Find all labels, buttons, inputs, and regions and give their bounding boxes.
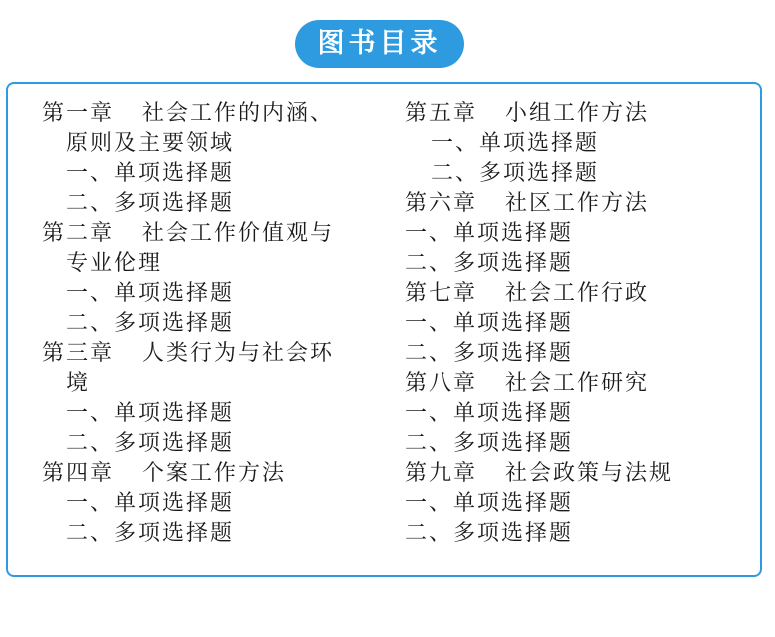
- page-title: 图书目录: [295, 20, 464, 68]
- chapter-title: 人类行为与社会环: [142, 341, 335, 366]
- chapter-number: 第一章: [42, 101, 115, 126]
- toc-chapter: [405, 99, 745, 129]
- toc-section-item: 一、单项选择题: [405, 401, 574, 426]
- toc-chapter: [405, 189, 745, 219]
- chapter-number: 第二章: [42, 221, 115, 246]
- chapter-title: 社会工作价值观与: [142, 221, 335, 246]
- chapter-number: 第七章: [405, 281, 478, 306]
- toc-section-item: 一、单项选择题: [66, 281, 235, 306]
- toc-section-item: 二、多项选择题: [431, 161, 600, 186]
- chapter-title-continued: 境: [66, 371, 91, 396]
- chapter-title: 个案工作方法: [142, 461, 287, 486]
- chapter-number: 第三章: [42, 341, 115, 366]
- chapter-title: 社会工作行政: [505, 281, 650, 306]
- toc-section-item: 一、单项选择题: [66, 491, 235, 516]
- toc-section-item: 一、单项选择题: [405, 221, 574, 246]
- table-of-contents: [6, 82, 762, 577]
- chapter-title: 社会工作的内涵、: [142, 101, 335, 126]
- toc-chapter: [42, 459, 382, 489]
- toc-section-item: 二、多项选择题: [405, 521, 574, 546]
- toc-chapter: [42, 99, 382, 129]
- toc-section-item: 二、多项选择题: [66, 191, 235, 216]
- chapter-title-continued: 原则及主要领域: [66, 131, 235, 156]
- toc-section-item: 一、单项选择题: [431, 131, 600, 156]
- chapter-title: 社会政策与法规: [505, 461, 674, 486]
- toc-section-item: 一、单项选择题: [405, 491, 574, 516]
- chapter-number: 第五章: [405, 101, 478, 126]
- chapter-number: 第八章: [405, 371, 478, 396]
- toc-section-item: 二、多项选择题: [66, 521, 235, 546]
- toc-section-item: 二、多项选择题: [405, 431, 574, 456]
- chapter-number: 第六章: [405, 191, 478, 216]
- chapter-number: 第九章: [405, 461, 478, 486]
- toc-section-item: 二、多项选择题: [66, 431, 235, 456]
- toc-chapter: [405, 369, 745, 399]
- toc-right-column: [405, 99, 745, 549]
- toc-chapter: [405, 279, 745, 309]
- toc-section-item: 二、多项选择题: [405, 341, 574, 366]
- toc-chapter: [42, 219, 382, 249]
- toc-section-item: 一、单项选择题: [405, 311, 574, 336]
- toc-section-item: 二、多项选择题: [405, 251, 574, 276]
- toc-left-column: [42, 99, 382, 549]
- toc-section-item: 一、单项选择题: [66, 161, 235, 186]
- chapter-title-continued: 专业伦理: [66, 251, 163, 276]
- chapter-title: 小组工作方法: [505, 101, 650, 126]
- toc-chapter: [405, 459, 745, 489]
- toc-section-item: 一、单项选择题: [66, 401, 235, 426]
- chapter-number: 第四章: [42, 461, 115, 486]
- chapter-title: 社会工作研究: [505, 371, 650, 396]
- toc-chapter: [42, 339, 382, 369]
- toc-section-item: 二、多项选择题: [66, 311, 235, 336]
- chapter-title: 社区工作方法: [505, 191, 650, 216]
